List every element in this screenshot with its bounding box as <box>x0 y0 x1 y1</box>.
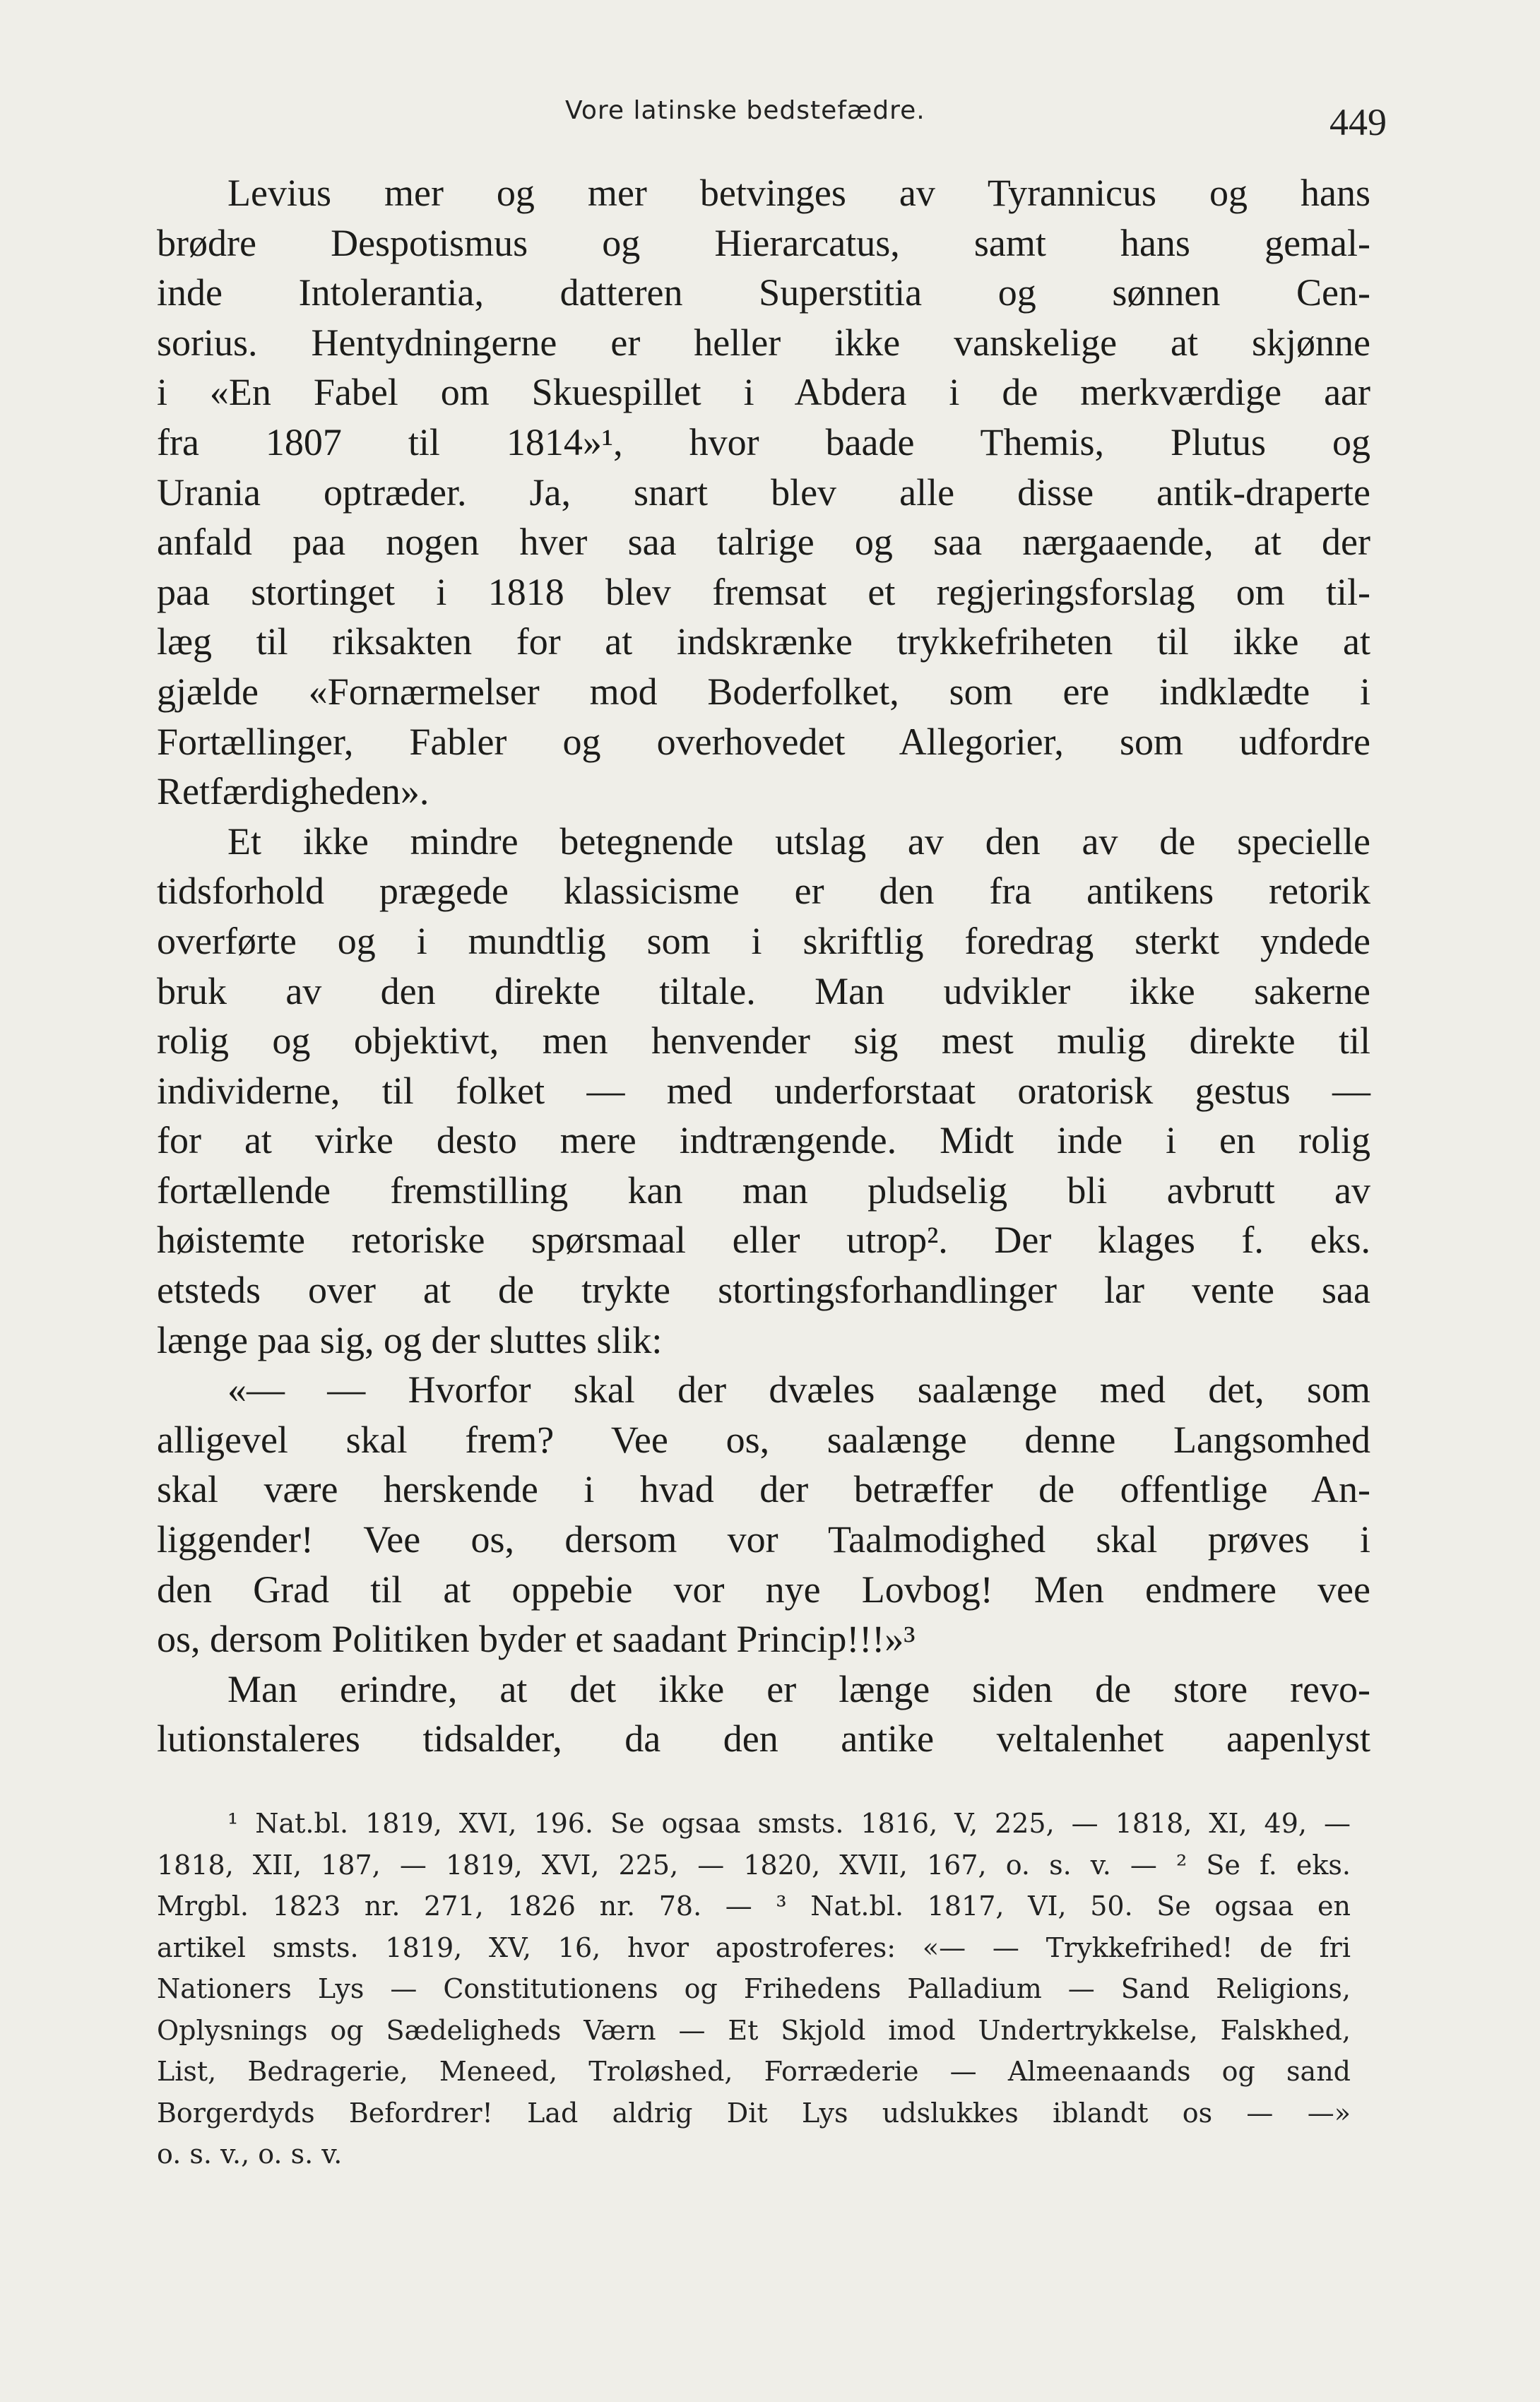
quote-line: «— — Hvorfor skal der dvæles saalænge med det, som <box>227 1368 1370 1412</box>
text-line: etsteds over at de trykte stortingsforhandlinger lar vente saa <box>157 1269 1370 1312</box>
text-line: lutionstaleres tidsalder, da den antike veltalenhet aapenlyst <box>157 1717 1370 1761</box>
text-line: længe paa sig, og der sluttes slik: <box>157 1318 663 1361</box>
text-line: rolig og objektivt, men henvender sig mest mulig direkte til <box>157 1019 1370 1063</box>
footnote-line: artikel smsts. 1819, XV, 16, hvor apostroferes: «— — Trykkefrihed! de fri <box>157 1931 1351 1963</box>
text-line: høistemte retoriske spørsmaal eller utrop². Der klages f. eks. <box>157 1219 1370 1262</box>
text-line: Fortællinger, Fabler og overhovedet Allegorier, som udfordre <box>157 720 1370 763</box>
text-line: i «En Fabel om Skuespillet i Abdera i de merkværdige aar <box>157 371 1370 414</box>
text-line: individerne, til folket — med underforstaat oratorisk gestus — <box>157 1069 1370 1112</box>
footnote-line: Borgerdyds Befordrer! Lad aldrig Dit Lys udslukkes iblandt os — —» <box>157 2097 1351 2129</box>
text-line: gjælde «Fornærmelser mod Boderfolket, som ere indklædte i <box>157 670 1370 713</box>
page-number: 449 <box>1329 101 1387 143</box>
text-line: fra 1807 til 1814»¹, hvor baade Themis, Plutus og <box>157 420 1370 463</box>
footnotes <box>157 1803 1351 2175</box>
text-line: sorius. Hentydningerne er heller ikke vanskelige at skjønne <box>157 321 1370 364</box>
footnote-line: List, Bedragerie, Meneed, Troløshed, Forræderie — Almeenaands og sand <box>157 2056 1351 2087</box>
text-line: paa stortinget i 1818 blev fremsat et regjeringsforslag om til- <box>157 570 1370 613</box>
footnote-line: Oplysnings og Sædeligheds Værn — Et Skjold imod Undertrykkelse, Falskhed, <box>157 2014 1351 2046</box>
footnote-line: Mrgbl. 1823 nr. 271, 1826 nr. 78. — ³ Nat.bl. 1817, VI, 50. Se ogsaa en <box>157 1891 1351 1922</box>
text-line: Urania optræder. Ja, snart blev alle disse antik-draperte <box>157 471 1370 514</box>
text-line: anfald paa nogen hver saa talrige og saa nærgaaende, at der <box>157 521 1370 564</box>
main-text <box>157 168 1370 1764</box>
text-line: Retfærdigheden». <box>157 770 430 813</box>
text-line: Et ikke mindre betegnende utslag av den av de specielle <box>227 820 1370 863</box>
text-line: overførte og i mundtlig som i skriftlig foredrag sterkt yndede <box>157 919 1370 962</box>
quote-line: skal være herskende i hvad der betræffer de offentlige An- <box>157 1468 1370 1511</box>
quote-line: os, dersom Politiken byder et saadant Princip!!!»³ <box>157 1618 916 1661</box>
text-line: brødre Despotismus og Hierarcatus, samt hans gemal- <box>157 221 1370 264</box>
text-line: for at virke desto mere indtrængende. Midt inde i en rolig <box>157 1119 1370 1162</box>
text-line: inde Intolerantia, datteren Superstitia og sønnen Cen- <box>157 271 1370 314</box>
footnote-line: ¹ Nat.bl. 1819, XVI, 196. Se ogsaa smsts. 1816, V, 225, — 1818, XI, 49, — <box>227 1808 1351 1839</box>
quote-line: alligevel skal frem? Vee os, saalænge denne Langsomhed <box>157 1418 1370 1461</box>
footnote-line: 1818, XII, 187, — 1819, XVI, 225, — 1820, XVII, 167, o. s. v. — ² Se f. eks. <box>157 1849 1351 1881</box>
text-line: fortællende fremstilling kan man pludselig bli avbrutt av <box>157 1169 1370 1212</box>
quote-line: den Grad til at oppebie vor nye Lovbog! Men endmere vee <box>157 1568 1370 1611</box>
text-line: Man erindre, at det ikke er længe siden de store revo- <box>227 1667 1370 1710</box>
running-title: Vore latinske bedstefædre. <box>565 96 925 125</box>
footnote-line: o. s. v., o. s. v. <box>157 2138 343 2170</box>
text-line: bruk av den direkte tiltale. Man udvikler ikke sakerne <box>157 969 1370 1012</box>
text-line: Levius mer og mer betvinges av Tyrannicus og hans <box>227 172 1370 214</box>
quote-line: liggender! Vee os, dersom vor Taalmodighed skal prøves i <box>157 1518 1370 1561</box>
text-line: tidsforhold prægede klassicisme er den fra antikens retorik <box>157 870 1370 913</box>
footnote-line: Nationers Lys — Constitutionens og Frihedens Palladium — Sand Religions, <box>157 1973 1351 2004</box>
text-line: læg til riksakten for at indskrænke trykkefriheten til ikke at <box>157 620 1370 663</box>
